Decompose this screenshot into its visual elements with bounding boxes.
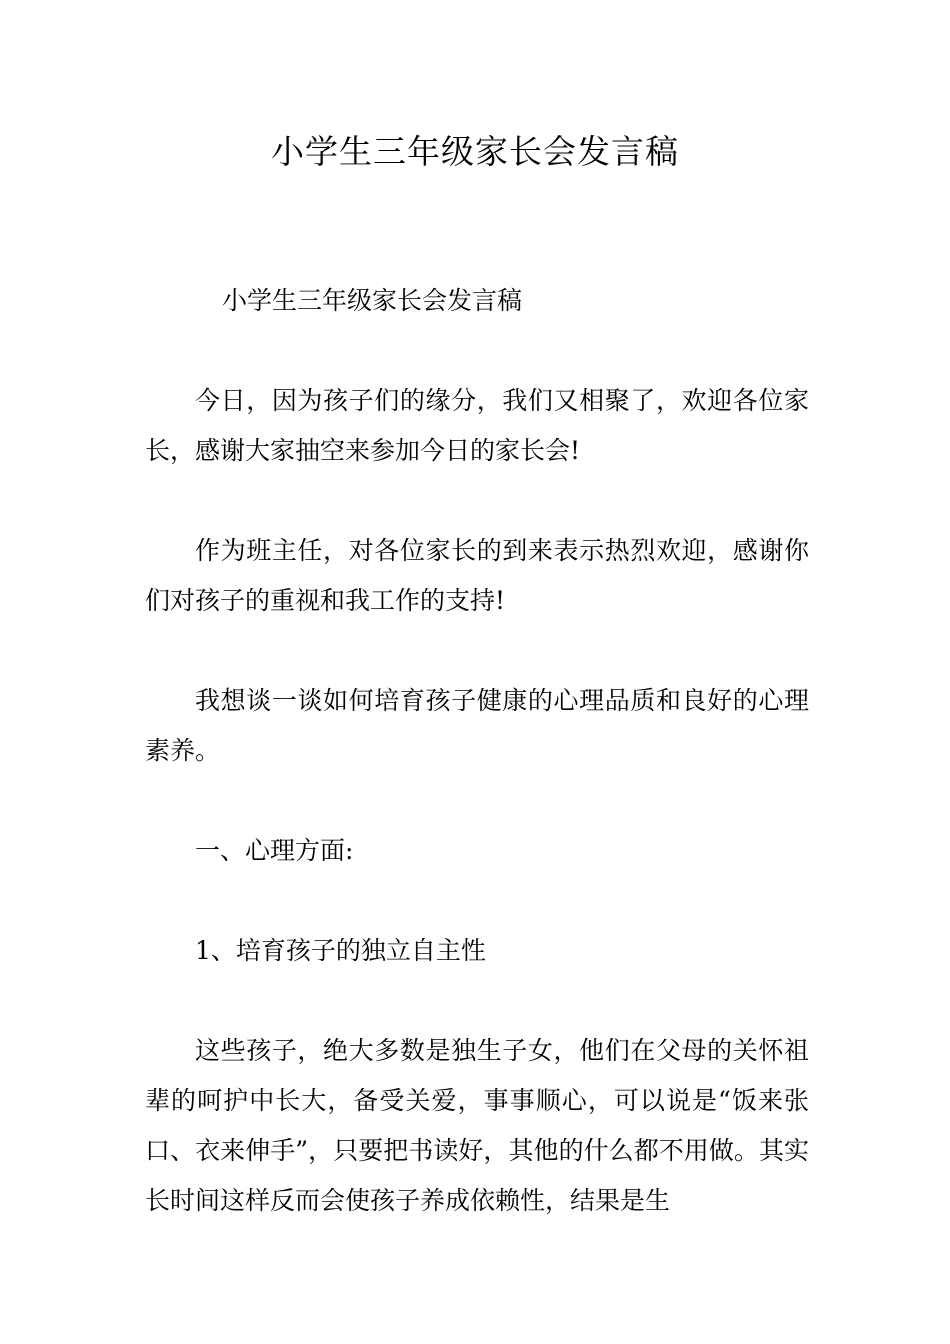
subsection-heading-independence: 1、培育孩子的独立自主性 — [195, 936, 486, 965]
section-heading-psychology: 一、心理方面: — [195, 836, 354, 865]
paragraph-thanks: 作为班主任，对各位家长的到来表示热烈欢迎，感谢你们对孩子的重视和我工作的支持! — [145, 536, 809, 615]
paragraph-welcome: 今日，因为孩子们的缘分，我们又相聚了，欢迎各位家长，感谢大家抽空来参加今日的家长会! — [145, 386, 809, 465]
document-subtitle: 小学生三年级家长会发言稿 — [222, 286, 523, 315]
paragraph-independence-body: 这些孩子，绝大多数是独生子女，他们在父母的关怀祖辈的呵护中长大，备受关爱，事事顺心，可以说是“饭来张口、衣来伸手”，只要把书读好，其他的什么都不用做。其实长时间这样反而会使孩子养成依赖性，结果是生 — [145, 1036, 809, 1215]
paragraph-topic: 我想谈一谈如何培育孩子健康的心理品质和良好的心理素养。 — [145, 686, 809, 765]
document-title: 小学生三年级家长会发言稿 — [271, 132, 679, 171]
